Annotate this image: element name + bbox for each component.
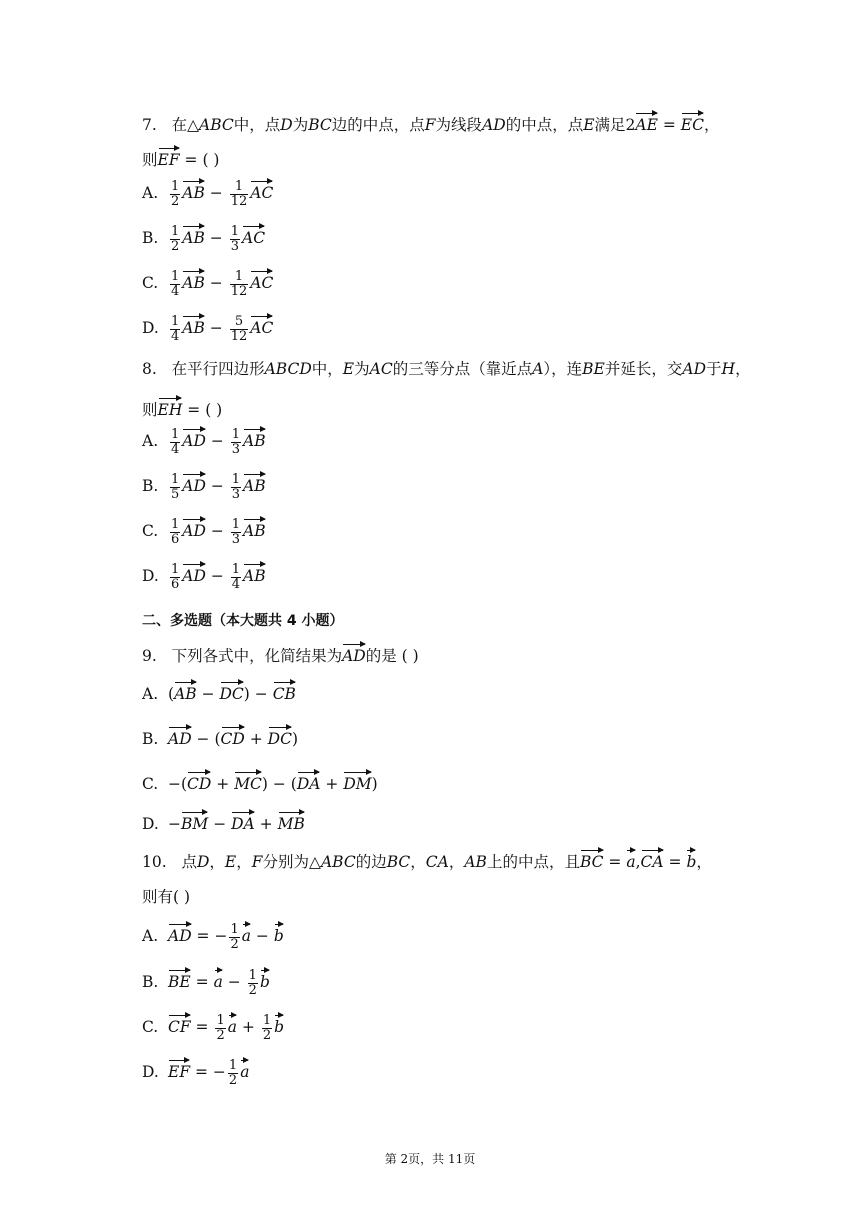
q8-option-d[interactable]: D. $\frac{1}{6}$ AD − $\frac{1}{4}$ AB [142,561,266,592]
q8-stem: 8. 在平行四边形ABCD中，E为AC的三等分点（靠近点A），连BE并延长，交AD于H， [142,360,751,378]
q9-option-a[interactable]: A. (AB − DC) − CB [142,679,296,704]
q10-question: 则有( ) [142,888,191,906]
q10-option-c[interactable]: C. CF = $\frac{1}{2}$ a + $\frac{1}{2}$ b [142,1012,285,1043]
q7-option-d[interactable]: D. $\frac{1}{4}$ AB − $\frac{5}{12}$ AC [142,313,274,344]
q8-question: 则EH = ( ) [142,395,222,420]
q10-option-d[interactable]: D. EF = − $\frac{1}{2}$ a [142,1057,250,1088]
q9-option-c[interactable]: C. −(CD + MC) − (DA + DM) [142,769,378,794]
q8-option-b[interactable]: B. $\frac{1}{5}$ AD − $\frac{1}{3}$ AB [142,471,266,502]
section-title: 二、多选题（本大题共 4 小题） [142,613,344,629]
q10-option-a[interactable]: A. AD = − $\frac{1}{2}$ a − b [142,921,284,952]
q9-option-d[interactable]: D. −BM − DA + MB [142,809,305,834]
q8-number: 8. [142,360,157,378]
page-footer: 第 2页，共 11页 [384,1152,476,1166]
q7-option-b[interactable]: B. $\frac{1}{2}$ AB − $\frac{1}{3}$ AC [142,223,266,254]
q9-number: 9. [142,647,157,665]
q8-option-c[interactable]: C. $\frac{1}{6}$ AD − $\frac{1}{3}$ AB [142,516,266,547]
q8-option-a[interactable]: A. $\frac{1}{4}$ AD − $\frac{1}{3}$ AB [142,426,266,457]
q10-option-b[interactable]: B. BE = a − $\frac{1}{2}$ b [142,967,270,998]
q7-option-c[interactable]: C. $\frac{1}{4}$ AB − $\frac{1}{12}$ AC [142,268,274,299]
q7-number: 7. [142,116,157,134]
q10-stem: 10. 点D，E，F分别为△ABC的边BC，CA，AB上的中点，且BC = a,CA = b， [142,847,712,872]
q9-option-b[interactable]: B. AD − (CD + DC) [142,724,298,749]
q7-question: 则EF = ( ) [142,145,219,170]
q7-stem: 7. 在△ABC中，点D为BC边的中点，点F为线段AD的中点，点E满足2AE = EC， [142,110,719,135]
q7-option-a[interactable]: A. $\frac{1}{2}$ AB − $\frac{1}{12}$ AC [142,178,274,209]
q9-stem: 9. 下列各式中，化简结果为AD的是 ( ) [142,641,419,666]
q10-number: 10. [142,853,167,871]
